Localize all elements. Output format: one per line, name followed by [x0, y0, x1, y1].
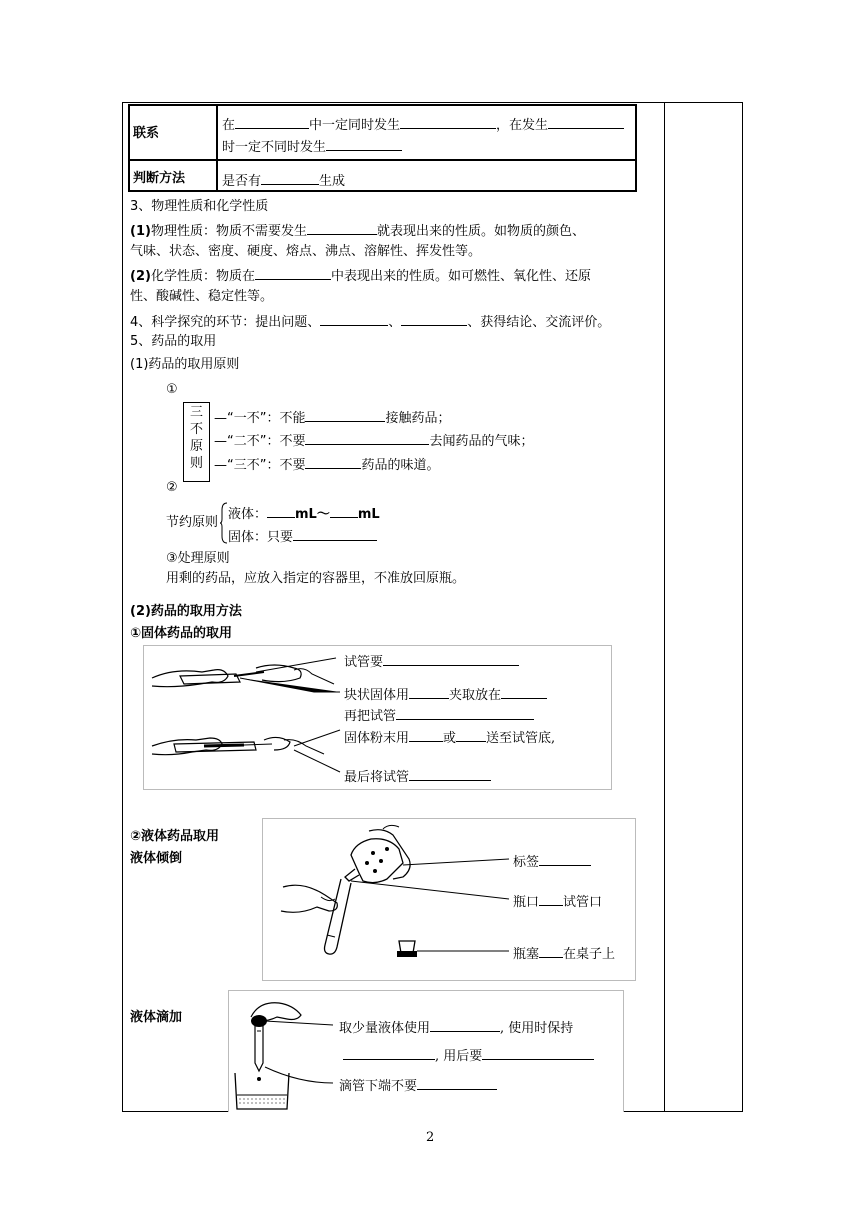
solid-taking-title: ①固体药品的取用: [130, 626, 233, 641]
solid-fig-line2: 块状固体用 夹取放在: [344, 684, 547, 703]
page-number: 2: [426, 1130, 435, 1145]
saving-principle-brace: [220, 502, 228, 544]
liquid-pouring-title: 液体倾倒: [130, 851, 183, 866]
drop-fig-line2: , 用后要: [343, 1045, 594, 1064]
liquid-dropping-figure: [228, 990, 624, 1112]
saving-solid: 固体：只要: [228, 527, 377, 546]
rule-one-not: —“一不”：不能 接触药品；: [214, 408, 451, 427]
inner-table-relation-line1: 在 中一定同时发生 ，在发生: [222, 115, 624, 134]
section3-heading: 3、物理性质和化学性质: [130, 199, 269, 214]
section5-heading: 5、药品的取用: [130, 334, 217, 349]
outer-table-top-border: [122, 102, 743, 103]
section5-principles-title: (1)药品的取用原则: [130, 357, 240, 372]
pour-fig-mouth: 瓶口 试管口: [513, 891, 602, 910]
disposal-principle-text: 用剩的药品，应放入指定的容器里，不准放回原瓶。: [166, 571, 466, 586]
solid-fig-line5: 最后将试管: [344, 766, 491, 785]
rule-three-not: —“三不”：不要 药品的味道。: [214, 455, 440, 474]
solid-fig-line1: 试管要: [344, 651, 519, 670]
inner-table-label-relation: 联系: [133, 126, 160, 141]
solid-fig-line3: 再把试管: [344, 705, 534, 724]
outer-table-divider: [664, 102, 665, 1112]
section3-chemical-line1: (2)化学性质：物质在 中表现出来的性质。如可燃性、氧化性、还原: [130, 266, 591, 285]
pour-fig-stopper: 瓶塞 在桌子上: [513, 943, 615, 962]
inner-table-relation-line2: 时一定不同时发生: [222, 137, 402, 156]
section3-physical-line1: (1)物理性质：物质不需要发生 就表现出来的性质。如物质的颜色、: [130, 221, 585, 240]
section3-chemical-line2: 性、酸碱性、稳定性等。: [130, 289, 274, 304]
section4-inquiry: 4、科学探究的环节：提出问题、 、 、获得结论、交流评价。: [130, 312, 610, 331]
pour-fig-label: 标签: [513, 851, 591, 870]
section3-physical-line2: 气味、状态、密度、硬度、熔点、沸点、溶解性、挥发性等。: [130, 244, 482, 259]
drop-fig-line3: 滴管下端不要: [339, 1075, 497, 1094]
drop-fig-line1: 取少量液体使用 , 使用时保持: [339, 1017, 573, 1036]
saving-principle-label: 节约原则: [166, 515, 219, 530]
box-char-4: 则: [190, 456, 204, 471]
disposal-principle-title: ③处理原则: [166, 551, 230, 566]
methods-title: (2)药品的取用方法: [130, 604, 242, 619]
box-char-1: 三: [190, 405, 204, 420]
box-char-2: 不: [190, 422, 204, 437]
saving-liquid: 液体： mL～ mL: [228, 504, 380, 523]
liquid-taking-title: ②液体药品取用: [130, 829, 220, 844]
inner-table-judge-text: 是否有 生成: [222, 171, 345, 190]
solid-fig-line4: 固体粉末用 或 送至试管底,: [344, 727, 555, 746]
circle-number-2: ②: [166, 480, 178, 495]
box-char-3: 原: [190, 439, 204, 454]
outer-table-left-border: [122, 102, 123, 1112]
liquid-pouring-figure: [262, 818, 636, 981]
circle-number-1: ①: [166, 382, 178, 397]
liquid-dropping-title: 液体滴加: [130, 1010, 183, 1025]
outer-table-right-border: [742, 102, 743, 1112]
inner-table-label-judge: 判断方法: [133, 171, 186, 186]
solid-taking-figure: [143, 645, 612, 790]
rule-two-not: —“二不”：不要 去闻药品的气味；: [214, 431, 534, 450]
